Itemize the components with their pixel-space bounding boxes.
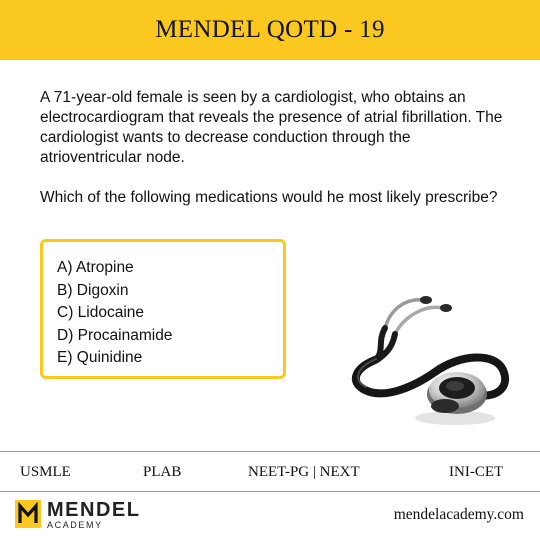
option-c[interactable]: C) Lidocaine [57, 304, 145, 321]
exam-plab: PLAB [143, 464, 182, 480]
footer-divider-bottom [0, 491, 540, 492]
website-link[interactable]: mendelacademy.com [393, 506, 524, 523]
question-text [40, 88, 510, 228]
exam-neet-pg-next: NEET-PG | NEXT [248, 464, 360, 480]
mendel-academy-logo [15, 500, 145, 532]
option-e[interactable]: E) Quinidine [57, 349, 143, 366]
exam-usmle: USMLE [20, 464, 71, 480]
page-title: MENDEL QOTD - 19 [155, 16, 385, 43]
exam-ini-cet: INI-CET [449, 464, 504, 480]
question-stem: A 71-year-old female is seen by a cardiologist, who obtains an electrocardiogram that reveals the presence of atrial fibrillation. The cardiologist wants to decrease conduction through the atrioventricular node. [40, 89, 503, 166]
mendel-m-logo-icon [15, 500, 41, 528]
stethoscope-icon [345, 282, 515, 430]
answer-options-list [43, 242, 283, 370]
option-d[interactable]: D) Procainamide [57, 326, 173, 344]
option-b[interactable]: B) Digoxin [57, 281, 129, 299]
option-a[interactable]: A) Atropine [57, 259, 134, 276]
answer-options-box [40, 239, 286, 379]
logo-subtitle: ACADEMY [47, 520, 103, 530]
footer-divider-top [0, 451, 540, 452]
logo-name: MENDEL [47, 499, 141, 521]
question-prompt: Which of the following medications would he most likely prescribe? [40, 189, 498, 206]
header-banner [0, 0, 540, 60]
